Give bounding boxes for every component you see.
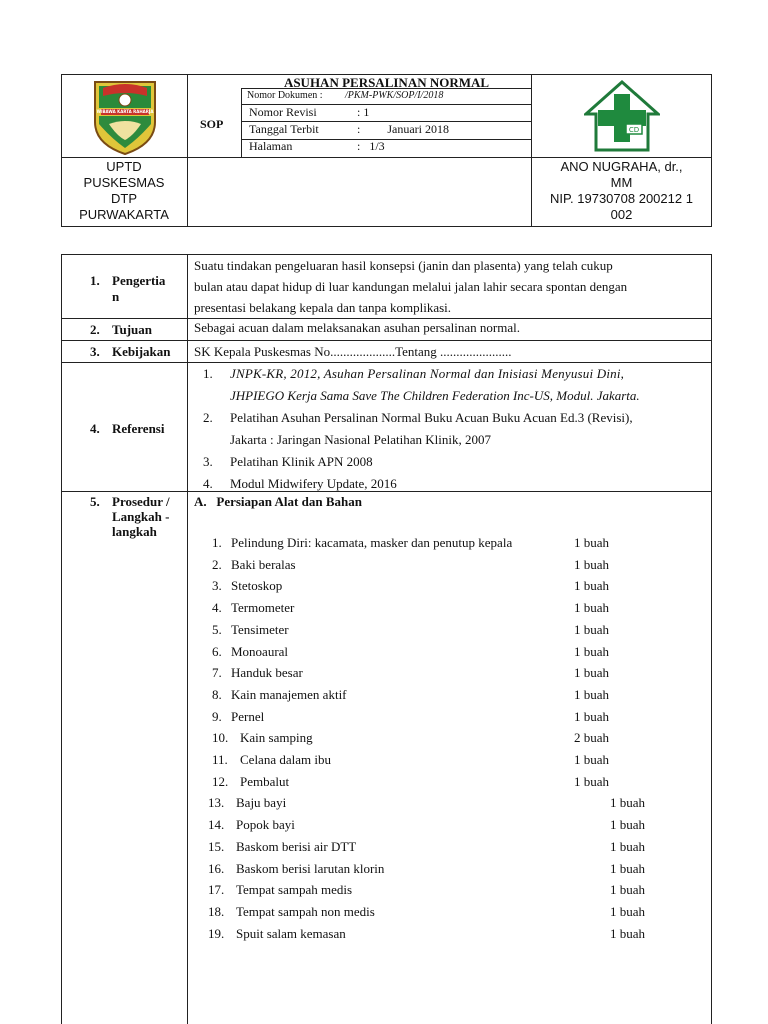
section-no: 5. (90, 494, 100, 509)
referensi-line: Modul Midwifery Update, 2016 (230, 476, 397, 491)
prosedur-subheading: A. Persiapan Alat dan Bahan (194, 494, 362, 509)
svg-text:CD: CD (628, 126, 640, 134)
equipment-qty: 2 buah (574, 730, 610, 746)
org-line: PURWAKARTA (79, 207, 169, 222)
equipment-no: 16. (208, 860, 225, 876)
section-title-kebijakan: Kebijakan (112, 344, 171, 359)
equipment-qty: 1 buah (610, 817, 646, 833)
equipment-name: Spuit salam kemasan (236, 925, 346, 941)
pengertian-text (194, 255, 627, 318)
pengertian-line: bulan atau dapat hidup di luar kandungan melalui jalan lahir secara spontan dengan (194, 279, 628, 294)
equipment-no: 12. (212, 773, 229, 789)
referensi-line: Jakarta : Jaringan Nasional Pelatihan Klinik, 2007 (230, 432, 492, 447)
section-title-line: Langkah - (112, 509, 170, 524)
referensi-line: JHPIEGO Kerja Sama Save The Children Federation Inc-US, Modul. Jakarta. (230, 388, 640, 403)
meta-value-nomor-revisi: : 1 (357, 105, 370, 119)
referensi-line: JNPK-KR, 2012, Asuhan Persalinan Normal dan Inisiasi Menyusui Dini, (230, 366, 625, 381)
org-name (61, 159, 187, 223)
equipment-qty: 1 buah (574, 556, 610, 572)
section-title-referensi: Referensi (112, 421, 165, 436)
equipment-no: 2. (212, 556, 222, 572)
equipment-name: Termometer (231, 600, 295, 616)
signer-block (531, 159, 712, 223)
org-line: PUSKESMAS (83, 175, 165, 190)
equipment-name: Monoaural (231, 643, 289, 659)
referensi-no: 2. (203, 410, 213, 425)
section-title-line: Prosedur / (112, 494, 170, 509)
equipment-qty: 1 buah (610, 903, 646, 919)
org-line: UPTD (106, 159, 142, 174)
section-title-pengertian (112, 273, 165, 305)
equipment-name: Celana dalam ibu (240, 752, 331, 767)
equipment-name: Kain manajemen aktif (231, 686, 347, 702)
org-line: DTP (111, 191, 137, 206)
referensi-list (203, 363, 640, 495)
equipment-no: 11. (212, 752, 228, 767)
equipment-no: 3. (212, 578, 222, 594)
equipment-qty: 1 buah (574, 600, 610, 616)
kebijakan-text: SK Kepala Puskesmas No....................Tentang ...................... (194, 344, 512, 359)
equipment-qty: 1 buah (574, 752, 610, 767)
signer-line: 002 (610, 207, 633, 222)
equipment-no: 8. (212, 686, 222, 702)
equipment-qty: 1 buah (574, 686, 610, 702)
sop-label: SOP (200, 117, 224, 131)
pengertian-line: presentasi belakang kepala dan tanpa komplikasi. (194, 300, 452, 315)
section-title-prosedur (112, 494, 170, 539)
section-title-tujuan: Tujuan (112, 322, 152, 337)
meta-label-nomor-revisi: Nomor Revisi (249, 105, 317, 119)
equipment-no: 19. (208, 925, 225, 941)
equipment-no: 7. (212, 665, 222, 681)
section-title-line: n (112, 289, 120, 304)
signer-line: MM (610, 175, 633, 190)
equipment-qty: 1 buah (610, 795, 646, 811)
equipment-name: Tempat sampah non medis (236, 903, 375, 919)
tujuan-text: Sebagai acuan dalam melaksanakan asuhan persalinan normal. (194, 320, 520, 335)
equipment-name: Handuk besar (231, 665, 303, 681)
referensi-line: Pelatihan Klinik APN 2008 (230, 454, 373, 469)
puskesmas-logo (584, 80, 660, 152)
pengertian-line: Suatu tindakan pengeluaran hasil konsepsi (janin dan plasenta) yang telah cukup (194, 258, 613, 273)
section-no: 4. (90, 421, 100, 436)
equipment-no: 5. (212, 621, 222, 637)
meta-value-tanggal-terbit: : Januari 2018 (357, 122, 449, 136)
equipment-qty: 1 buah (574, 665, 610, 681)
equipment-qty: 1 buah (610, 882, 646, 898)
equipment-name: Kain samping (240, 730, 313, 746)
equipment-qty: 1 buah (574, 535, 610, 550)
referensi-item (203, 451, 640, 473)
equipment-name: Tempat sampah medis (236, 882, 353, 898)
meta-label-nomor-dokumen: Nomor Dokumen : (247, 90, 323, 101)
equipment-no: 4. (212, 600, 222, 616)
equipment-name: Pernel (231, 708, 265, 724)
equipment-no: 9. (212, 708, 222, 724)
meta-label-halaman: Halaman (249, 139, 293, 153)
referensi-line: Pelatihan Asuhan Persalinan Normal Buku Acuan Buku Acuan Ed.3 (Revisi), (230, 410, 633, 425)
referensi-no: 4. (203, 476, 213, 491)
referensi-no: 3. (203, 454, 213, 469)
meta-label-tanggal-terbit: Tanggal Terbit (249, 122, 319, 136)
equipment-no: 17. (208, 882, 225, 898)
meta-value-halaman: : 1/3 (357, 139, 385, 153)
equipment-qty: 1 buah (574, 578, 610, 594)
equipment-name: Pembalut (240, 773, 290, 789)
equipment-name: Baju bayi (236, 795, 287, 811)
referensi-no: 1. (203, 366, 213, 381)
referensi-item (203, 407, 640, 451)
section-title-line: langkah (112, 524, 157, 539)
emblem-motto: WIBAWA KARTA RAHARJA (96, 109, 154, 114)
signer-line: NIP. 19730708 200212 1 (550, 191, 693, 206)
equipment-no: 6. (212, 643, 222, 659)
equipment-qty: 1 buah (610, 925, 646, 941)
regency-emblem-logo (89, 78, 161, 156)
equipment-name: Baskom berisi air DTT (236, 838, 357, 854)
equipment-name: Pelindung Diri: kacamata, masker dan penutup kepala (231, 535, 513, 550)
referensi-item (203, 363, 640, 407)
equipment-name: Popok bayi (236, 817, 295, 833)
equipment-qty: 1 buah (574, 643, 610, 659)
equipment-no: 14. (208, 817, 225, 833)
equipment-no: 18. (208, 903, 225, 919)
meta-value-nomor-dokumen: /PKM-PWK/SOP/I/2018 (345, 90, 444, 101)
equipment-qty: 1 buah (574, 621, 610, 637)
referensi-item (203, 473, 640, 495)
signer-line: ANO NUGRAHA, dr., (560, 159, 683, 174)
equipment-no: 1. (212, 535, 222, 550)
equipment-no: 10. (212, 730, 229, 746)
section-title-line: Pengertia (112, 273, 166, 288)
equipment-no: 13. (208, 795, 225, 811)
equipment-name: Baskom berisi larutan klorin (236, 860, 385, 876)
equipment-name: Tensimeter (231, 621, 289, 637)
equipment-qty: 1 buah (574, 773, 610, 789)
document-title: ASUHAN PERSALINAN NORMAL (283, 75, 490, 90)
equipment-name: Baki beralas (231, 556, 296, 572)
equipment-qty: 1 buah (610, 860, 646, 876)
equipment-no: 15. (208, 838, 225, 854)
equipment-qty: 1 buah (610, 838, 646, 854)
equipment-name: Stetoskop (231, 578, 283, 594)
section-no: 3. (90, 344, 100, 359)
section-no: 1. (90, 273, 100, 288)
section-no: 2. (90, 322, 100, 337)
equipment-qty: 1 buah (574, 708, 610, 724)
